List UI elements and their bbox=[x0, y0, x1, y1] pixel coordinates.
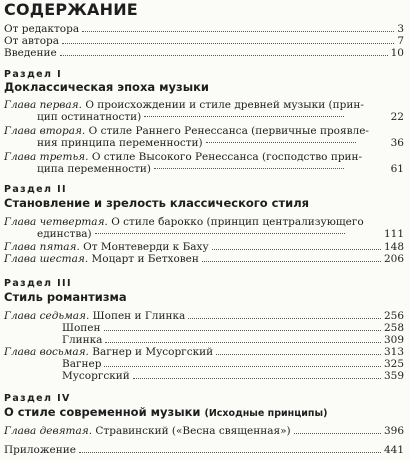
chapter-lead: Глава шестая. bbox=[4, 253, 89, 265]
entry-page: 396 bbox=[383, 425, 404, 437]
leader-dots bbox=[60, 55, 388, 56]
entry-page: 61 bbox=[390, 163, 404, 175]
chapter-entry bbox=[4, 253, 404, 265]
chapter-title: О стиле Раннего Ренессанса (первичные проявле- bbox=[88, 125, 369, 137]
chapter-entry bbox=[4, 241, 404, 253]
entry-label: От автора bbox=[4, 35, 60, 47]
chapter-title: Вагнер и Мусоргский bbox=[92, 346, 214, 358]
leader-dots bbox=[212, 249, 381, 250]
section-title-text: О стиле современной музыки bbox=[4, 405, 201, 419]
chapter-title-cont: ципа переменности) bbox=[37, 163, 151, 175]
entry-page: 22 bbox=[390, 111, 404, 123]
chapter-lead: Глава вторая. bbox=[4, 125, 86, 137]
leader-dots bbox=[144, 116, 344, 117]
chapter-lead: Глава первая. bbox=[4, 99, 82, 111]
chapter-entry bbox=[4, 425, 404, 437]
entry-page: 258 bbox=[383, 322, 404, 334]
leader-dots bbox=[82, 31, 394, 32]
section-label: Раздел III bbox=[4, 278, 72, 289]
chapter-entry bbox=[4, 99, 404, 123]
subchapter-entry bbox=[4, 334, 404, 346]
entry-page: 3 bbox=[397, 23, 404, 35]
entry-label: От редактора bbox=[4, 23, 80, 35]
section-title: Становление и зрелость классического стиля bbox=[4, 196, 310, 210]
subchapter-entry bbox=[4, 370, 404, 382]
entry-page: 111 bbox=[383, 228, 404, 240]
entry-page: 313 bbox=[383, 346, 404, 358]
page-title: СОДЕРЖАНИЕ bbox=[4, 0, 138, 19]
chapter-entry bbox=[4, 310, 404, 322]
section-title: Стиль романтизма bbox=[4, 290, 127, 304]
entry-page: 325 bbox=[383, 358, 404, 370]
entry-page: 10 bbox=[390, 47, 404, 59]
toc-entry-intro bbox=[4, 47, 404, 59]
section-label: Раздел I bbox=[4, 69, 63, 80]
entry-page: 359 bbox=[383, 370, 404, 382]
leader-dots bbox=[79, 452, 381, 453]
chapter-lead: Глава пятая. bbox=[4, 241, 80, 253]
section-label: Раздел II bbox=[4, 184, 67, 195]
subchapter-title: Вагнер bbox=[62, 358, 102, 370]
subchapter-title: Глинка bbox=[62, 334, 103, 346]
entry-page: 256 bbox=[383, 310, 404, 322]
chapter-lead: Глава восьмая. bbox=[4, 346, 89, 358]
leader-dots bbox=[62, 43, 394, 44]
chapter-title-cont: ния принципа переменности) bbox=[37, 137, 203, 149]
leader-dots bbox=[95, 233, 345, 234]
entry-page: 309 bbox=[383, 334, 404, 346]
chapter-entry bbox=[4, 125, 404, 149]
chapter-title: От Монтеверди к Баху bbox=[83, 241, 209, 253]
subchapter-title: Мусоргский bbox=[62, 370, 130, 382]
entry-label: Введение bbox=[4, 47, 57, 59]
entry-page: 7 bbox=[397, 35, 404, 47]
leader-dots bbox=[294, 433, 381, 434]
leader-dots bbox=[105, 342, 381, 343]
entry-page: 441 bbox=[383, 444, 404, 456]
entry-page: 148 bbox=[383, 241, 404, 253]
entry-page: 36 bbox=[390, 137, 404, 149]
leader-dots bbox=[133, 378, 381, 379]
section-title bbox=[4, 405, 327, 419]
toc-entry-author bbox=[4, 35, 404, 47]
chapter-title: Стравинский («Весна священная») bbox=[95, 425, 291, 437]
chapter-lead: Глава седьмая. bbox=[4, 310, 90, 322]
toc-entry-editor bbox=[4, 23, 404, 35]
chapter-title: Шопен и Глинка bbox=[92, 310, 186, 322]
leader-dots bbox=[202, 261, 381, 262]
chapter-lead: Глава девятая. bbox=[4, 425, 93, 437]
subchapter-entry bbox=[4, 322, 404, 334]
section-title: Доклассическая эпоха музыки bbox=[4, 80, 209, 94]
section-subtitle: (Исходные принципы) bbox=[204, 408, 328, 419]
chapter-title: Моцарт и Бетховен bbox=[91, 253, 199, 265]
chapter-entry bbox=[4, 346, 404, 358]
entry-page: 206 bbox=[383, 253, 404, 265]
chapter-entry bbox=[4, 151, 404, 175]
leader-dots bbox=[104, 366, 381, 367]
leader-dots bbox=[154, 168, 344, 169]
chapter-lead: Глава третья. bbox=[4, 151, 89, 163]
subchapter-entry bbox=[4, 358, 404, 370]
subchapter-title: Шопен bbox=[62, 322, 101, 334]
leader-dots bbox=[104, 330, 381, 331]
toc-entry-appendix bbox=[4, 444, 404, 456]
chapter-title-cont: единства) bbox=[37, 228, 92, 240]
chapter-title: О стиле Высокого Ренессанса (господство прин- bbox=[91, 151, 363, 163]
leader-dots bbox=[188, 318, 381, 319]
chapter-entry bbox=[4, 216, 404, 240]
chapter-lead: Глава четвертая. bbox=[4, 216, 108, 228]
leader-dots bbox=[206, 142, 356, 143]
chapter-title: О стиле барокко (принцип централизующего bbox=[111, 216, 364, 228]
leader-dots bbox=[216, 354, 381, 355]
entry-label: Приложение bbox=[4, 444, 76, 456]
chapter-title-cont: цип остинатности) bbox=[37, 111, 142, 123]
section-label: Раздел IV bbox=[4, 393, 71, 404]
chapter-title: О происхождении и стиле древней музыки (прин- bbox=[85, 99, 364, 111]
